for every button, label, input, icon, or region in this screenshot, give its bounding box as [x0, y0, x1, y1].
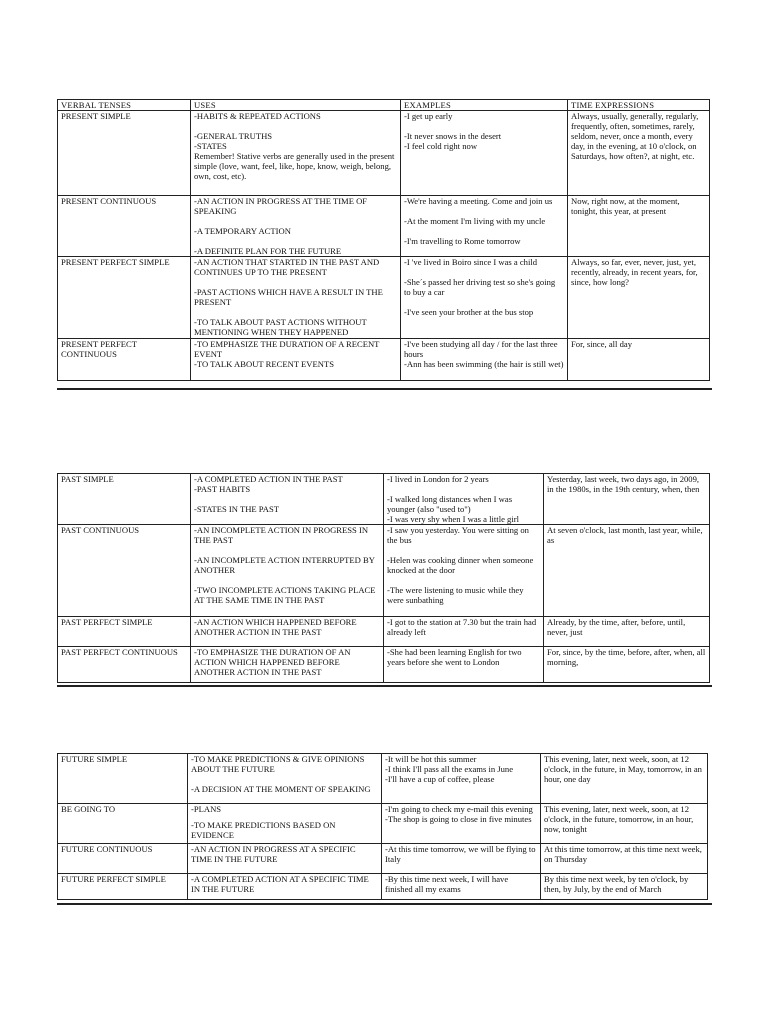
table-row — [58, 525, 710, 617]
uses-cell — [188, 754, 382, 804]
divider-line — [57, 903, 712, 905]
use-item: -AN INCOMPLETE ACTION IN PROGRESS IN THE PAST — [194, 525, 369, 545]
time-expressions-cell: This evening, later, next week, soon, at 12 o'clock, in the future, in May, tomorrow, in an hour, one day — [541, 754, 708, 804]
table-row — [58, 196, 710, 257]
header-uses: USES — [191, 100, 401, 111]
examples-cell — [384, 647, 544, 683]
use-item: -A COMPLETED ACTION IN THE PAST -PAST HABITS — [194, 474, 343, 494]
examples-cell — [382, 874, 541, 900]
example-item: -It will be hot this summer -I think I'll pass all the exams in June -I'll have a cup of coffee, please — [385, 754, 514, 784]
use-item: -TO MAKE PREDICTIONS BASED ON EVIDENCE — [191, 820, 336, 840]
uses-cell — [191, 647, 384, 683]
examples-cell — [382, 844, 541, 874]
present-tenses-table — [57, 99, 710, 381]
example-item: -At the moment I'm living with my uncle — [404, 216, 546, 226]
time-expressions-cell: At this time tomorrow, at this time next week, on Thursday — [541, 844, 708, 874]
examples-cell — [382, 754, 541, 804]
use-item: -AN ACTION WHICH HAPPENED BEFORE ANOTHER ACTION IN THE PAST — [194, 617, 357, 637]
example-item: -We're having a meeting. Come and join us — [404, 196, 553, 206]
table-row — [58, 474, 710, 525]
use-item: -A COMPLETED ACTION AT A SPECIFIC TIME IN THE FUTURE — [191, 874, 369, 894]
divider-line — [57, 685, 712, 687]
example-item: -I walked long distances when I was younger (also "used to") -I was very shy when I was a little girl — [387, 494, 519, 524]
tense-name: PRESENT PERFECT CONTINUOUS — [58, 339, 191, 381]
example-item: -I've been studying all day / for the last three hours -Ann has been swimming (the hair is still wet) — [404, 339, 564, 369]
uses-cell — [188, 804, 382, 844]
tense-name: FUTURE PERFECT SIMPLE — [58, 874, 188, 900]
examples-cell — [382, 804, 541, 844]
examples-cell — [384, 474, 544, 525]
table-row — [58, 339, 710, 381]
example-item: -I got to the station at 7.30 but the train had already left — [387, 617, 537, 637]
examples-cell — [384, 617, 544, 647]
tense-name: PRESENT PERFECT SIMPLE — [58, 257, 191, 339]
time-expressions-cell: Now, right now, at the moment, tonight, this year, at present — [568, 196, 710, 257]
example-item: -I saw you yesterday. You were sitting on the bus — [387, 525, 529, 545]
table-row — [58, 257, 710, 339]
use-item: -AN ACTION THAT STARTED IN THE PAST AND CONTINUES UP TO THE PRESENT — [194, 257, 380, 277]
example-item: -She had been learning English for two years before she went to London — [387, 647, 522, 667]
time-expressions-cell: Always, usually, generally, regularly, frequently, often, sometimes, rarely, seldom, never, once a month, every day, in the evening, at 10 o'clock, on Saturdays, how often?, at night, etc. — [568, 111, 710, 196]
header-row — [58, 100, 710, 111]
use-item: -A DEFINITE PLAN FOR THE FUTURE — [194, 246, 342, 256]
example-item: -I get up early — [404, 111, 453, 121]
table-row — [58, 804, 708, 844]
tense-name: PAST CONTINUOUS — [58, 525, 191, 617]
uses-cell — [191, 257, 401, 339]
example-item: -I've seen your brother at the bus stop — [404, 307, 534, 317]
time-expressions-cell: For, since, by the time, before, after, when, all morning, — [544, 647, 710, 683]
tense-name: PAST PERFECT SIMPLE — [58, 617, 191, 647]
time-expressions-cell: This evening, later, next week, soon, at 12 o'clock, in the future, tomorrow, in an hour, now, tonight — [541, 804, 708, 844]
use-item: -TO MAKE PREDICTIONS & GIVE OPINIONS ABOUT THE FUTURE — [191, 754, 365, 774]
example-item: -By this time next week, I will have finished all my exams — [385, 874, 509, 894]
divider-line — [57, 388, 712, 390]
examples-cell — [384, 525, 544, 617]
future-tenses-table — [57, 753, 708, 900]
uses-cell — [191, 525, 384, 617]
use-item: -HABITS & REPEATED ACTIONS — [194, 111, 321, 121]
use-item: -GENERAL TRUTHS -STATES Remember! Stative verbs are generally used in the present simple (love, want, feel, like, hope, know, weigh, belong, own, cost, etc). — [194, 131, 395, 181]
time-expressions-cell: Already, by the time, after, before, until, never, just — [544, 617, 710, 647]
examples-cell — [401, 111, 568, 196]
table-row — [58, 647, 710, 683]
example-item: -I lived in London for 2 years — [387, 474, 489, 484]
uses-cell — [191, 339, 401, 381]
header-time-expressions: TIME EXPRESSIONS — [568, 100, 710, 111]
tense-name: FUTURE SIMPLE — [58, 754, 188, 804]
tense-name: PRESENT CONTINUOUS — [58, 196, 191, 257]
uses-cell — [191, 474, 384, 525]
uses-cell — [191, 617, 384, 647]
table-row — [58, 617, 710, 647]
use-item: -PLANS — [191, 804, 222, 814]
use-item: -TO EMPHASIZE THE DURATION OF A RECENT EVENT -TO TALK ABOUT RECENT EVENTS — [194, 339, 380, 369]
tense-name: PAST SIMPLE — [58, 474, 191, 525]
table-row — [58, 844, 708, 874]
examples-cell — [401, 339, 568, 381]
examples-cell — [401, 257, 568, 339]
use-item: -TWO INCOMPLETE ACTIONS TAKING PLACE AT THE SAME TIME IN THE PAST — [194, 585, 376, 605]
use-item: -STATES IN THE PAST — [194, 504, 280, 514]
example-item: -Helen was cooking dinner when someone knocked at the door — [387, 555, 534, 575]
table-row — [58, 111, 710, 196]
use-item: -TO TALK ABOUT PAST ACTIONS WITHOUT MENTIONING WHEN THEY HAPPENED — [194, 317, 367, 337]
uses-cell — [191, 196, 401, 257]
use-item: -TO EMPHASIZE THE DURATION OF AN ACTION WHICH HAPPENED BEFORE ANOTHER ACTION IN THE PAST — [194, 647, 351, 677]
use-item: -A TEMPORARY ACTION — [194, 226, 291, 236]
uses-cell — [188, 874, 382, 900]
time-expressions-cell: Always, so far, ever, never, just, yet, recently, already, in recent years, for, since, how long? — [568, 257, 710, 339]
example-item: -It never snows in the desert -I feel cold right now — [404, 131, 502, 151]
use-item: -AN ACTION IN PROGRESS AT A SPECIFIC TIME IN THE FUTURE — [191, 844, 356, 864]
example-item: -The were listening to music while they were sunbathing — [387, 585, 524, 605]
example-item: -She´s passed her driving test so she's going to buy a car — [404, 277, 556, 297]
tense-name: FUTURE CONTINUOUS — [58, 844, 188, 874]
use-item: -AN ACTION IN PROGRESS AT THE TIME OF SPEAKING — [194, 196, 368, 216]
example-item: -I 've lived in Boiro since I was a child — [404, 257, 538, 267]
tense-name: BE GOING TO — [58, 804, 188, 844]
table-row — [58, 874, 708, 900]
example-item: -At this time tomorrow, we will be flying to Italy — [385, 844, 536, 864]
tense-name: PAST PERFECT CONTINUOUS — [58, 647, 191, 683]
header-examples: EXAMPLES — [401, 100, 568, 111]
use-item: -AN INCOMPLETE ACTION INTERRUPTED BY ANOTHER — [194, 555, 375, 575]
uses-cell — [188, 844, 382, 874]
table-row — [58, 754, 708, 804]
use-item: -PAST ACTIONS WHICH HAVE A RESULT IN THE PRESENT — [194, 287, 383, 307]
header-verbal-tenses: VERBAL TENSES — [58, 100, 191, 111]
past-tenses-table — [57, 473, 710, 683]
time-expressions-cell: Yesterday, last week, two days ago, in 2009, in the 1980s, in the 19th century, when, then — [544, 474, 710, 525]
examples-cell — [401, 196, 568, 257]
time-expressions-cell: By this time next week, by ten o'clock, by then, by July, by the end of March — [541, 874, 708, 900]
example-item: -I'm travelling to Rome tomorrow — [404, 236, 521, 246]
example-item: -I'm going to check my e-mail this evening -The shop is going to close in five minutes — [385, 804, 533, 824]
tense-name: PRESENT SIMPLE — [58, 111, 191, 196]
time-expressions-cell: For, since, all day — [568, 339, 710, 381]
uses-cell — [191, 111, 401, 196]
use-item: -A DECISION AT THE MOMENT OF SPEAKING — [191, 784, 371, 794]
time-expressions-cell: At seven o'clock, last month, last year, while, as — [544, 525, 710, 617]
